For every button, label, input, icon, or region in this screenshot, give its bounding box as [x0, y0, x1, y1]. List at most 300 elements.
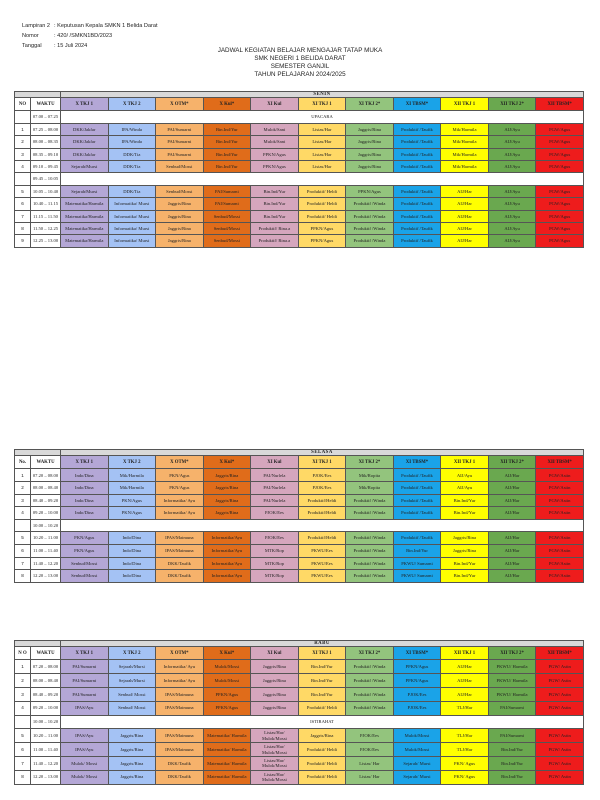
schedule-cell: Mtk/Harmila — [441, 136, 489, 148]
schedule-cell: Produktif /Winda — [346, 532, 394, 545]
table-row — [15, 136, 584, 148]
schedule-cell: Informatika/Ayu — [203, 532, 251, 545]
time-slot: 11.50 – 12.25 — [31, 222, 61, 234]
schedule-cell: AIJ/Har — [441, 185, 489, 197]
no-header: No. — [15, 456, 31, 469]
time-slot: 11.15 – 11.50 — [31, 210, 61, 222]
row-number: 6 — [15, 743, 31, 757]
schedule-cell: Informatika/ Mursi — [108, 198, 156, 210]
class-header: XII TKJ 1 — [441, 98, 489, 111]
schedule-cell: PGW/ Astin — [536, 688, 584, 702]
schedule-cell: Listas/ Har — [346, 770, 394, 784]
table-row — [15, 173, 584, 185]
row-number: 6 — [15, 198, 31, 210]
row-number: 2 — [15, 482, 31, 495]
schedule-cell: PJOK/Ees — [346, 743, 394, 757]
class-header: XII TBSM* — [536, 98, 584, 111]
schedule-cell: DKK/Jakfar — [61, 148, 109, 160]
schedule-cell: Listas/Har/ Mulok/Mossi — [251, 729, 299, 743]
schedule-cell: PJOK/Ees — [298, 469, 346, 482]
row-number: 7 — [15, 210, 31, 222]
schedule-cell: PGW/Astin — [536, 544, 584, 557]
schedule-cell: AIJ/Ayu — [488, 235, 536, 247]
schedule-cell: Jaggris/Rina — [346, 136, 394, 148]
schedule-cell: PGW/ Astin — [536, 770, 584, 784]
row-number: 5 — [15, 185, 31, 197]
schedule-cell: Senbud/ Mossi — [108, 688, 156, 702]
schedule-cell: IPAS/Maimuna — [156, 544, 204, 557]
schedule-cell: Bin.Ind/Yur — [203, 136, 251, 148]
schedule-cell: Jaggris/Rina — [441, 532, 489, 545]
title-line-1: JADWAL KEGIATAN BELAJAR MENGAJAR TATAP MUKA — [217, 47, 383, 54]
schedule-cell: Jaggris/Rina — [346, 160, 394, 172]
schedule-cell: PKN/Agus — [108, 507, 156, 520]
schedule-cell: DKK/Jakfar — [61, 136, 109, 148]
schedule-cell: Sejarah/Mursi — [108, 674, 156, 688]
schedule-cell: Produktif/ Heldi — [298, 743, 346, 757]
schedule-cell: Produktif/ Heldi — [298, 756, 346, 770]
schedule-cell: Jaggris/Rina — [203, 482, 251, 495]
schedule-cell: IPA/Winda — [108, 123, 156, 135]
row-number: 3 — [15, 148, 31, 160]
row-number: 1 — [15, 123, 31, 135]
schedule-cell: Informatika/Ayu — [203, 570, 251, 583]
schedule-cell: PPKN/Agus — [393, 660, 441, 674]
title-line-2: SMK NEGERI 1 BELIDA DARAT — [254, 55, 346, 62]
schedule-cell: PAI/Sumarni — [203, 198, 251, 210]
schedule-cell: Mtk/Ropita — [346, 482, 394, 495]
schedule-cell: PKN/ Agus — [441, 770, 489, 784]
schedule-cell: Informatika/ Mursi — [108, 210, 156, 222]
table-row — [15, 688, 584, 702]
schedule-cell: PPKN/Agus — [251, 148, 299, 160]
time-slot: 11.40 – 12.20 — [31, 557, 61, 570]
schedule-cell: Sejarah/Mursi — [61, 185, 109, 197]
schedule-cell: Jaggris/Rina — [203, 469, 251, 482]
schedule-cell: Produktif/Heldi — [298, 507, 346, 520]
schedule-cell: Informatika/ Ayu — [156, 494, 204, 507]
schedule-cell: PGW/Agus — [536, 210, 584, 222]
schedule-cell: Bin.Ind/Yur — [251, 198, 299, 210]
schedule-cell: Indo/Dina — [61, 494, 109, 507]
schedule-cell: Bin.Ind/Yur — [441, 557, 489, 570]
schedule-cell: PJOK/Ees — [251, 532, 299, 545]
row-number: 5 — [15, 532, 31, 545]
schedule-cell: Produktif /Taufik — [393, 469, 441, 482]
schedule-cell: Listas/Har/ Mulok/Mossi — [251, 770, 299, 784]
nomor-value: : 420/ /SMKN1BD/2023 — [54, 33, 113, 39]
schedule-cell: Mtk/Ropita — [346, 469, 394, 482]
schedule-cell: MTK/Rop — [251, 557, 299, 570]
row-number: 4 — [15, 507, 31, 520]
title-line-3: SEMESTER GANJIL — [270, 63, 330, 70]
schedule-cell: Produktif /Winda — [346, 235, 394, 247]
schedule-cell: Produktif/ Heldi — [298, 210, 346, 222]
schedule-cell: Produktif /Winda — [346, 557, 394, 570]
table-row — [15, 701, 584, 715]
table-row — [15, 756, 584, 770]
schedule-cell: Mtk/Harmila — [441, 160, 489, 172]
schedule-cell: TLJ/Har — [441, 701, 489, 715]
row-number: 7 — [15, 557, 31, 570]
row-number: 1 — [15, 469, 31, 482]
time-slot: 10.00 – 10.20 — [31, 715, 61, 729]
schedule-cell: Produktif /Winda — [346, 494, 394, 507]
waktu-header: WAKTU — [31, 456, 61, 469]
schedule-cell: PPKN/Agus — [298, 235, 346, 247]
schedule-cell: Mulok/Sani — [251, 123, 299, 135]
schedule-cell: Jaggris/Rina — [156, 222, 204, 234]
break-label: UPACARA — [61, 111, 584, 123]
schedule-table-selasa — [14, 449, 584, 583]
schedule-cell: Sejarah/ Mursi — [393, 756, 441, 770]
time-slot: 12.20 – 13.00 — [31, 770, 61, 784]
row-number — [15, 111, 31, 123]
schedule-cell: Bin.Ind/Yur — [441, 507, 489, 520]
schedule-cell: Produktif /Taufik — [393, 222, 441, 234]
schedule-cell: PGW/ Astin — [536, 743, 584, 757]
schedule-cell: AIJ/Har — [488, 532, 536, 545]
class-header: XI TBSM* — [393, 647, 441, 660]
schedule-cell: AIJ/Har — [488, 494, 536, 507]
title-line-4: TAHUN PELAJARAN 2024/2025 — [254, 71, 346, 78]
break-blank — [61, 519, 584, 532]
schedule-cell: Produktif/ Heldi — [298, 701, 346, 715]
schedule-cell: AIJ/Ayu — [488, 123, 536, 135]
class-header: X OTM* — [156, 98, 204, 111]
schedule-cell: Senbud/ Mossi — [108, 701, 156, 715]
schedule-cell: Jaggris/Rina — [251, 660, 299, 674]
schedule-cell: Jaggris/Rina — [156, 235, 204, 247]
schedule-cell: PJOK/Ees — [393, 701, 441, 715]
schedule-cell: Produktif /Taufik — [393, 210, 441, 222]
schedule-cell: Indo/Dina — [108, 544, 156, 557]
schedule-cell: Produktif/Heldi — [298, 532, 346, 545]
schedule-cell: AIJ/Har — [488, 544, 536, 557]
schedule-cell: Informatika/ Mursi — [108, 235, 156, 247]
schedule-cell: PPKN/Agus — [251, 160, 299, 172]
schedule-cell: PAI/Sumarni — [61, 660, 109, 674]
schedule-cell: Matematika/ Harmila — [203, 770, 251, 784]
schedule-cell: Bin.Ind/Yur — [298, 660, 346, 674]
schedule-cell: PJOK/Ees — [393, 688, 441, 702]
class-header: XI Kul — [251, 647, 299, 660]
schedule-cell: Produktif /Winda — [346, 660, 394, 674]
schedule-cell: PGW/Agus — [536, 235, 584, 247]
schedule-cell: PGW/Astin — [536, 482, 584, 495]
class-header: X OTM* — [156, 647, 204, 660]
schedule-cell: Produktif /Taufik — [393, 160, 441, 172]
schedule-cell: Bin.Ind/Yur — [488, 743, 536, 757]
schedule-cell: AIJ/Ayu — [488, 136, 536, 148]
schedule-cell: PAI/Nurlela — [251, 469, 299, 482]
schedule-cell: Informatika/Ayu — [203, 557, 251, 570]
table-row — [15, 743, 584, 757]
schedule-cell: Sejarah/Mursi — [61, 160, 109, 172]
schedule-cell: PGW/Agus — [536, 148, 584, 160]
time-slot: 08.35 – 09.10 — [31, 148, 61, 160]
class-header: X Kul* — [203, 647, 251, 660]
class-header: XI TKJ 1 — [298, 98, 346, 111]
schedule-cell: Matematika/Harmila — [61, 210, 109, 222]
schedule-cell: Produktif /Winda — [346, 198, 394, 210]
time-slot: 08.00 – 08.35 — [31, 136, 61, 148]
table-row — [15, 222, 584, 234]
schedule-cell: Senbud/Mossi — [156, 160, 204, 172]
class-header: XII TKJ 2* — [488, 98, 536, 111]
schedule-cell: Listas/Har/ Mulok/Mossi — [251, 743, 299, 757]
table-row — [15, 185, 584, 197]
schedule-cell: Matematika/Harmila — [61, 198, 109, 210]
schedule-cell: Produktif /Winda — [346, 674, 394, 688]
schedule-cell: Produktif /Winda — [346, 701, 394, 715]
document-title — [0, 47, 600, 79]
schedule-cell: PGW/Agus — [536, 123, 584, 135]
time-slot: 11.00 – 11.40 — [31, 743, 61, 757]
schedule-cell: Mulok/Mossi — [393, 743, 441, 757]
schedule-cell: DKK/Taufik — [156, 570, 204, 583]
schedule-cell: Mulok/ Mossi — [61, 756, 109, 770]
table-row — [15, 557, 584, 570]
row-number: 4 — [15, 160, 31, 172]
schedule-cell: DKK/Jakfar — [61, 123, 109, 135]
row-number — [15, 519, 31, 532]
table-row — [15, 123, 584, 135]
table-row — [15, 235, 584, 247]
table-row — [15, 519, 584, 532]
class-header: XII TBSM* — [536, 647, 584, 660]
time-slot: 09.45 – 10.05 — [31, 173, 61, 185]
row-number: 5 — [15, 729, 31, 743]
schedule-cell: Mulok/Mossi — [393, 729, 441, 743]
schedule-cell: PPKN/Agus — [203, 688, 251, 702]
schedule-cell: Jaggris/Rina — [251, 701, 299, 715]
schedule-cell: DKK/Taufik — [156, 756, 204, 770]
table-row — [15, 660, 584, 674]
schedule-cell: Produktif /Taufik — [393, 532, 441, 545]
waktu-header: WAKTU — [31, 647, 61, 660]
schedule-cell: Senbud/Mossi — [61, 570, 109, 583]
schedule-cell: AIJ/Har — [441, 198, 489, 210]
schedule-cell: PGW/Astin — [536, 507, 584, 520]
schedule-cell: DKK/Taufik — [156, 557, 204, 570]
tanggal-label: Tanggal — [22, 43, 42, 49]
schedule-cell: Produktif/ Heldi — [298, 198, 346, 210]
schedule-cell: AIJ/Ayu — [488, 198, 536, 210]
schedule-cell: Bin.Ind/Yur — [441, 570, 489, 583]
lampiran-value: : Keputusan Kepala SMKN 1 Belida Darat — [54, 23, 158, 29]
schedule-cell: PGW/Astin — [536, 469, 584, 482]
schedule-cell: Indo/Dina — [61, 507, 109, 520]
row-number: 2 — [15, 136, 31, 148]
schedule-cell: IPA/Winda — [108, 136, 156, 148]
schedule-cell: PKN/ Agus — [441, 756, 489, 770]
schedule-cell: Produktif/ Rina.a — [251, 235, 299, 247]
schedule-cell: PKWU/Ees — [298, 570, 346, 583]
schedule-cell: PJOK/Ees — [298, 482, 346, 495]
schedule-cell: Jaggris/Rina — [156, 210, 204, 222]
schedule-cell: TLJ/Har — [441, 743, 489, 757]
schedule-cell: Sejarah/ Mursi — [393, 770, 441, 784]
table-row — [15, 494, 584, 507]
time-slot: 07.20 – 08.00 — [31, 469, 61, 482]
schedule-cell: Senbud/Mossi — [156, 185, 204, 197]
schedule-cell: AIJ/Har — [488, 557, 536, 570]
schedule-cell: Bin.Ind/Yur — [203, 148, 251, 160]
tanggal-value: : 15 Juli 2024 — [54, 43, 88, 49]
schedule-cell: Produktif /Taufik — [393, 185, 441, 197]
schedule-cell: PGW/Agus — [536, 160, 584, 172]
schedule-cell: PPKN/Agus — [203, 701, 251, 715]
table-row — [15, 570, 584, 583]
class-header: XI TBSM* — [393, 456, 441, 469]
schedule-cell: Jaggris/Rina — [298, 729, 346, 743]
schedule-cell: PKWU/ Sumarni — [393, 570, 441, 583]
schedule-cell: Jaggris/Rina — [203, 494, 251, 507]
schedule-cell: TLJ/Har — [441, 729, 489, 743]
schedule-cell: PKWU/Ees — [298, 544, 346, 557]
schedule-cell: PAI/Sumarni — [203, 185, 251, 197]
row-number: 1 — [15, 660, 31, 674]
schedule-cell: Listas/Har/ Mulok/Mossi — [251, 756, 299, 770]
row-number: 3 — [15, 494, 31, 507]
schedule-cell: Jaggris/Rina — [108, 729, 156, 743]
schedule-cell: PKN/Agus — [108, 494, 156, 507]
row-number: 8 — [15, 570, 31, 583]
class-header: X Kul* — [203, 98, 251, 111]
schedule-cell: IPAS/Ayu — [61, 743, 109, 757]
schedule-cell: PAI/Sumarni — [488, 701, 536, 715]
schedule-cell: PKWU/ Sumarni — [393, 557, 441, 570]
time-slot: 12.25 – 13.00 — [31, 235, 61, 247]
schedule-cell: Senbud/Mossi — [203, 222, 251, 234]
schedule-cell: Matematika/Harmila — [61, 222, 109, 234]
schedule-cell: Bin.Ind/Yur — [488, 770, 536, 784]
schedule-cell: PAI/Sumarni — [156, 148, 204, 160]
schedule-cell: Produktif /Taufik — [393, 136, 441, 148]
schedule-cell: AIJ/Har — [488, 570, 536, 583]
time-slot: 11.40 – 12.20 — [31, 756, 61, 770]
schedule-cell: MTK/Rop — [251, 570, 299, 583]
schedule-cell: PKWU/Ees — [298, 557, 346, 570]
schedule-cell: Bin.Ind/Yur — [488, 756, 536, 770]
schedule-cell: Matematika/ Harmila — [203, 729, 251, 743]
class-header: XI Kul — [251, 98, 299, 111]
table-row — [15, 729, 584, 743]
schedule-cell: AIJ/Har — [441, 222, 489, 234]
time-slot: 07.20 – 08.00 — [31, 660, 61, 674]
schedule-cell: PKWU/ Harmila — [488, 660, 536, 674]
table-row — [15, 148, 584, 160]
schedule-table-rabu — [14, 640, 584, 785]
schedule-cell: Jaggris/Rina — [203, 507, 251, 520]
schedule-cell: PAI/Sumarni — [61, 674, 109, 688]
table-row — [15, 715, 584, 729]
class-header: XII TKJ 1 — [441, 647, 489, 660]
time-slot: 10.20 – 11.00 — [31, 729, 61, 743]
schedule-cell: Indo/Dina — [108, 570, 156, 583]
class-header: XII TKJ 2* — [488, 456, 536, 469]
class-header: XI TKJ 2* — [346, 98, 394, 111]
schedule-cell: PGW/ Astin — [536, 660, 584, 674]
schedule-cell: Mulok/Mossi — [203, 674, 251, 688]
time-slot: 09.20 – 10.00 — [31, 701, 61, 715]
schedule-cell: Senbud/Mossi — [203, 235, 251, 247]
schedule-cell: IPAS/Ayu — [61, 701, 109, 715]
waktu-header: WAKTU — [31, 98, 61, 111]
schedule-cell: Informatika/ Mursi — [108, 222, 156, 234]
schedule-cell: Indo/Dina — [61, 469, 109, 482]
schedule-cell: DDK/Tia — [108, 148, 156, 160]
class-header: XII TKJ 2* — [488, 647, 536, 660]
class-header: XI TBSM* — [393, 98, 441, 111]
schedule-cell: Produktif /Winda — [346, 210, 394, 222]
time-slot: 07.00 – 07.25 — [31, 111, 61, 123]
time-slot: 08.00 – 08.40 — [31, 674, 61, 688]
schedule-cell: DDK/Tia — [108, 160, 156, 172]
schedule-cell: AIJ/Ayu — [488, 148, 536, 160]
schedule-cell: PPKN/Agus — [298, 222, 346, 234]
schedule-cell: Sejarah/Mursi — [108, 660, 156, 674]
no-header: N O — [15, 647, 31, 660]
schedule-cell: Mtk/Harmila — [108, 482, 156, 495]
time-slot: 08.40 – 09.20 — [31, 494, 61, 507]
schedule-cell: PGW/Agus — [536, 185, 584, 197]
schedule-cell: PGW/Agus — [536, 136, 584, 148]
schedule-cell: Bin.Ind/Yur — [251, 185, 299, 197]
row-number: 8 — [15, 222, 31, 234]
schedule-cell: PGW/ Astin — [536, 701, 584, 715]
schedule-cell: PGW/ Astin — [536, 674, 584, 688]
schedule-cell: Mtk/Harmila — [108, 469, 156, 482]
schedule-cell: MTK/Rop — [251, 544, 299, 557]
schedule-cell: PGW/Astin — [536, 570, 584, 583]
schedule-cell: AIJ/Har — [488, 507, 536, 520]
row-number: 8 — [15, 770, 31, 784]
class-header: X TKJ 2 — [108, 98, 156, 111]
schedule-cell: Produktif/ Heldi — [298, 770, 346, 784]
break-blank — [61, 173, 584, 185]
time-slot: 09.10 – 09.45 — [31, 160, 61, 172]
schedule-cell: Bin.Ind/Yur — [393, 544, 441, 557]
table-row — [15, 770, 584, 784]
schedule-cell: AIJ/Har — [441, 235, 489, 247]
schedule-cell: Informatika/Ayu — [203, 544, 251, 557]
schedule-cell: AIJ/Ayu — [441, 482, 489, 495]
schedule-cell: Bin.Ind/Yur — [298, 674, 346, 688]
schedule-cell: Produktif /Winda — [346, 222, 394, 234]
schedule-cell: Produktif /Taufik — [393, 235, 441, 247]
schedule-cell: AIJ/Har — [441, 660, 489, 674]
schedule-cell: AIJ/Har — [441, 688, 489, 702]
schedule-cell: PKN/Agus — [156, 482, 204, 495]
schedule-cell: Listas/Har — [298, 148, 346, 160]
time-slot: 12.20 – 13.00 — [31, 570, 61, 583]
class-header: X OTM* — [156, 456, 204, 469]
schedule-cell: Indo/Dina — [108, 557, 156, 570]
schedule-cell: AIJ/Ayu — [488, 210, 536, 222]
class-header: X TKJ 2 — [108, 647, 156, 660]
schedule-cell: Produktif /Taufik — [393, 494, 441, 507]
table-row — [15, 469, 584, 482]
schedule-cell: IPAS/Maimuna — [156, 532, 204, 545]
row-number — [15, 715, 31, 729]
schedule-cell: Listas/Har — [298, 136, 346, 148]
schedule-cell: Produktif/Heldi — [298, 494, 346, 507]
time-slot: 11.00 – 11.40 — [31, 544, 61, 557]
schedule-cell: AIJ/Har — [441, 210, 489, 222]
schedule-cell: Jaggris/Rina — [108, 756, 156, 770]
